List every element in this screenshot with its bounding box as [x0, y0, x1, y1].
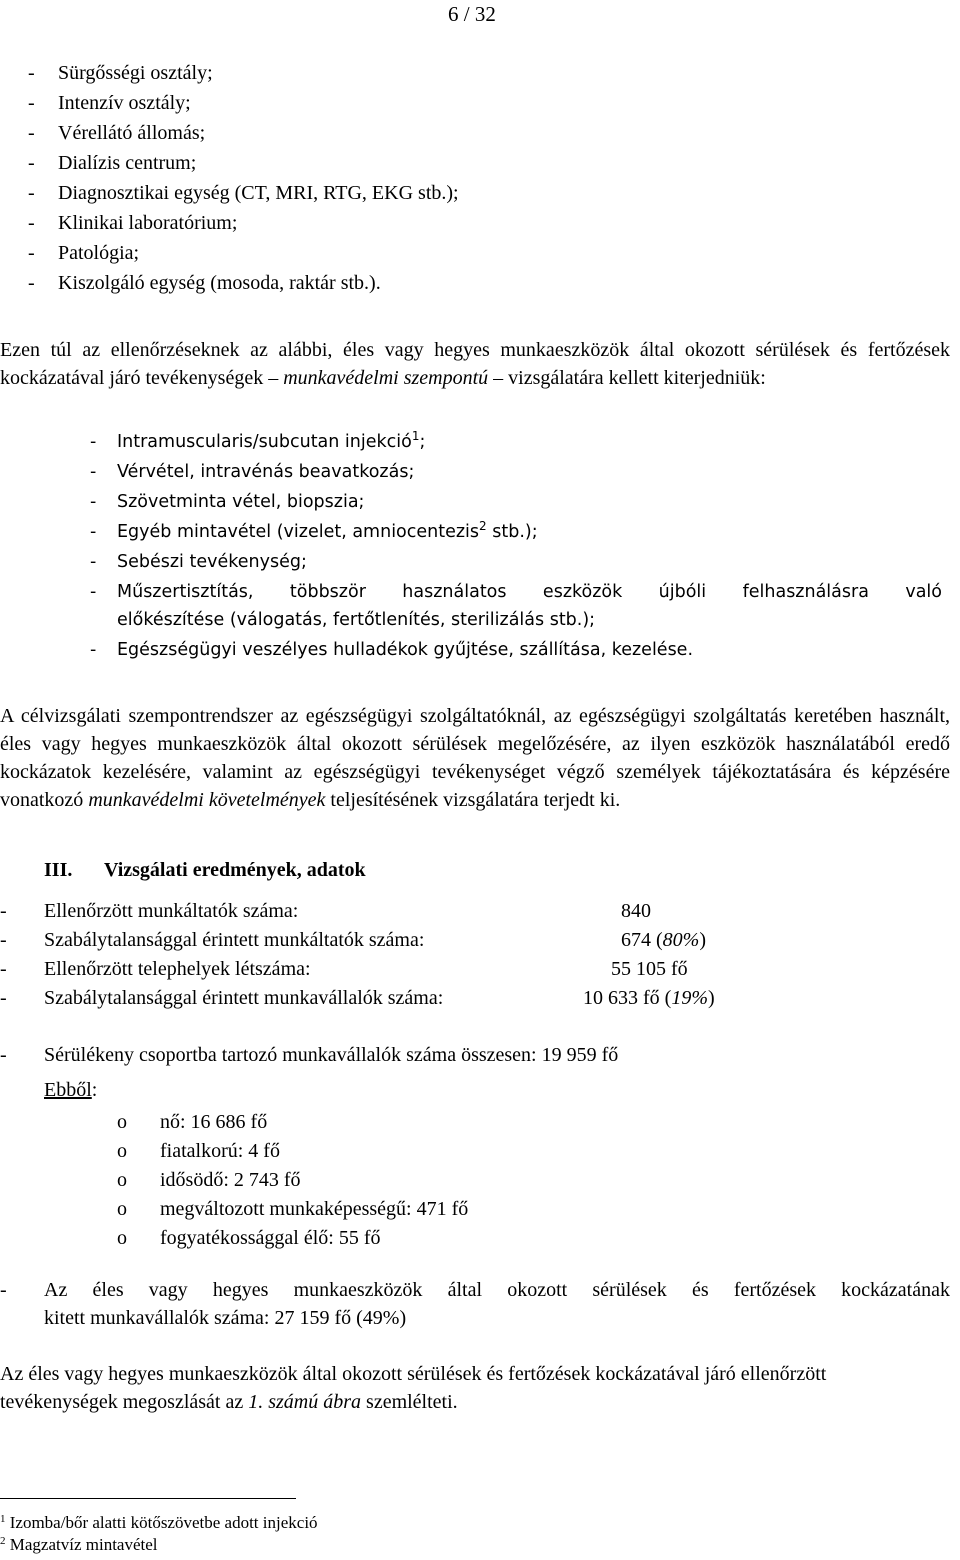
list-item: o idősödő: 2 743 fő [117, 1169, 301, 1191]
exposed-block: - Az éles vagy hegyes munkaeszközök által okozott sérülések és fertőzések kockázatának kitett munkavállalók száma: 27 159 fő (49%) [0, 1279, 950, 1329]
section-heading [44, 856, 950, 884]
list-item: - Intramuscularis/subcutan injekció$^1$; [90, 429, 426, 452]
figure-reference-paragraph: Az éles vagy hegyes munkaeszközök által okozott sérülések és fertőzések kockázatával járó ellenőrzött tevékenységek megoszlását az 1. számú ábra szemlélteti. [0, 1363, 827, 1413]
list-item: - Sebészi tevékenység; [90, 552, 307, 572]
footnote-1: $^1$ Izomba/bőr alatti kötőszövetbe adott injekció [0, 1513, 318, 1532]
list-item: - Dialízis centrum; [28, 152, 197, 174]
stat-row: - Ellenőrzött telephelyek létszáma: 55 105 fő [0, 958, 688, 980]
list-item: o fogyatékossággal élő: 55 fő [117, 1227, 381, 1249]
list-item: - Vérvétel, intravénás beavatkozás; [90, 462, 415, 482]
list-item: - Diagnosztikai egység (CT, MRI, RTG, EKG stb.); [28, 182, 459, 204]
list-item: o megváltozott munkaképességű: 471 fő [117, 1198, 469, 1220]
intro-paragraph: Ezen túl az ellenőrzéseknek az alábbi, éles vagy hegyes munkaeszközök által okozott sérülések és fertőzések kockázatával járó tevékenységek – munkavédelmi szempontú – vizsgálatára kellett kiterjedniük: [0, 339, 950, 389]
vulnerable-block [0, 1041, 950, 1252]
section-title: Vizsgálati eredmények, adatok [104, 859, 366, 881]
list-item: - Vérellátó állomás; [28, 122, 206, 144]
activities-list [0, 428, 942, 664]
stat-row: - Szabálytalansággal érintett munkáltatók száma: 674 (80%) [0, 929, 707, 951]
ebbol-label: Ebből: [44, 1079, 98, 1101]
list-item: - Sürgősségi osztály; [28, 62, 213, 84]
stat-row: - Szabálytalansággal érintett munkavállalók száma: 10 633 fő (19%) [0, 987, 715, 1009]
list-item: - Egészségügyi veszélyes hulladékok gyűjtése, szállítása, kezelése. [90, 640, 694, 660]
scope-paragraph: A célvizsgálati szempontrendszer az egészségügyi szolgáltatóknál, az egészségügyi szolgáltatás keretében használt, éles vagy hegyes munkaeszközök által okozott sérülések megelőzésére, az ilyen eszközök használatából eredő kockázatok kezelésére, valamint az egészségügyi tevékenységet végző személyek tájékoztatására és képzésére vonatkozó munkavédelmi követelmények teljesítésének vizsgálatára terjedt ki. [0, 705, 950, 811]
list-item: - Klinikai laboratórium; [28, 212, 238, 234]
list-item: - Patológia; [28, 242, 140, 264]
page-number: 6 / 32 [448, 2, 496, 26]
list-item: - Szövetminta vétel, biopszia; [90, 492, 365, 512]
list-item: o nő: 16 686 fő [117, 1111, 268, 1133]
section-number: III. [44, 859, 73, 881]
list-item: - Egyéb mintavétel (vizelet, amniocentezis$^2$ stb.); [90, 519, 538, 542]
list-item: - Kiszolgáló egység (mosoda, raktár stb.). [28, 272, 381, 294]
stat-row: - Ellenőrzött munkáltatók száma: 840 [0, 900, 651, 922]
stats-block [0, 897, 950, 1013]
list-item: - Intenzív osztály; [28, 92, 191, 114]
units-list [0, 59, 950, 297]
vulnerable-list [0, 1108, 950, 1252]
footnote-2: $^2$ Magzatvíz mintavétel [0, 1535, 158, 1554]
list-item: o fiatalkorú: 4 fő [117, 1140, 280, 1162]
stat-row: - Sérülékeny csoportba tartozó munkavállalók száma összesen: 19 959 fő [0, 1044, 619, 1066]
footnote-separator [0, 1498, 296, 1499]
list-item: - Műszertisztítás, többször használatos eszközök újbóli felhasználásra való előkészítése (válogatás, fertőtlenítés, sterilizálás stb.); [90, 582, 942, 630]
